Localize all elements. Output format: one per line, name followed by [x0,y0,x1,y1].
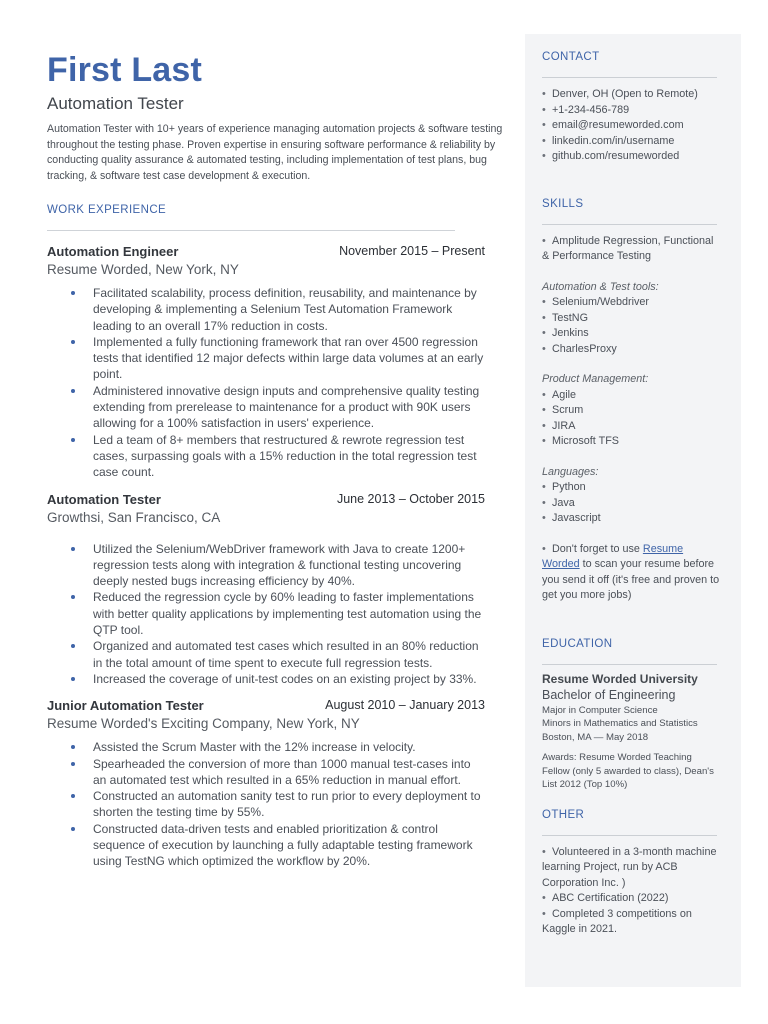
skill-list [542,388,722,450]
education-detail: Minors in Mathematics and Statistics [542,718,698,729]
bullet-text: Administered innovative design inputs and comprehensive quality testing extending from prerelease to maintenance for a product with 90K users allowing for a 100% satisfaction in users' experience. [93,383,480,431]
tip-text-after: to scan your resume before you send it off (it's free and proven to get you more jobs) [542,558,720,601]
job-company: Growthsi, San Francisco, CA [47,509,221,525]
bullet-dot [71,827,75,831]
skill-list [542,295,722,357]
job-entry [47,243,507,481]
bullet-dot [71,291,75,295]
bullet-dot [71,762,75,766]
list-item [542,388,722,404]
candidate-name: First Last [47,51,203,89]
bullet-icon: • [542,88,546,100]
job-role: Automation Tester [47,491,161,507]
divider [542,77,717,78]
skill-list [542,480,722,527]
job-header [47,697,485,714]
list-item [542,434,722,450]
education-detail: Major in Computer Science [542,704,658,716]
awards: Awards: Resume Worded Teaching Fellow (only 5 awarded to class), Dean's List 2012 (Top 10%) [542,752,714,790]
list-item [542,311,722,327]
list-item [47,383,485,432]
list-item [47,671,485,687]
list-item [47,334,485,383]
skill-category-label: Product Management: [542,373,649,385]
bullet-text: Constructed an automation sanity test to run prior to every deployment to shorten the testing time by 55%. [93,789,481,820]
list-item [542,511,722,527]
list-item [542,295,722,311]
bullet-icon: • [542,496,546,509]
job-header [47,491,485,508]
bullet-icon: • [542,892,546,904]
sidebar [525,34,741,987]
list-item [542,907,722,938]
job-list [47,243,507,870]
section-heading-contact: CONTACT [542,51,600,63]
skill-item: Jenkins [552,327,589,339]
bullet-text: Implemented a fully functioning framework that ran over 4500 regression tests that identified 12 major defects within large data volumes at an early point. [93,334,484,382]
job-dates: November 2015 – Present [339,244,485,258]
list-item [47,756,485,789]
bullet-text: Constructed data-driven tests and enabled prioritization & control sequence of execution by launching a fully adaptable testing framework using TestNG which optimized the workflow by 20%. [93,821,473,869]
skill-item: Javascript [552,512,601,524]
skills-top-list [542,234,722,265]
job-dates: August 2010 – January 2013 [325,698,485,713]
skill-item: Selenium/Webdriver [552,296,650,308]
skill-groups [542,280,722,527]
divider [47,230,455,231]
bullet-dot [71,745,75,749]
list-item [47,541,485,590]
achievement-list [47,541,507,688]
bullet-dot [71,677,75,681]
section-heading-skills: SKILLS [542,197,584,210]
bullet-icon: • [542,435,546,447]
summary: Automation Tester with 10+ years of experience managing automation projects & software testing throughout the testing phase. Proven expertise in ensuring software performance & reliability by conducting quality assurance & automated testing, including implementation of test plans, bug tracking, & software test case development & execution. [47,123,503,182]
skill-item: Amplitude Regression, Functional & Performance Testing [542,234,714,262]
list-item [542,342,722,358]
skill-item: JIRA [552,419,576,432]
skill-category-label: Automation & Test tools: [542,280,659,293]
list-item [542,419,722,435]
list-item [47,821,485,870]
bullet-text: Facilitated scalability, process definition, reusability, and maintenance by developing & implementing a Selenium Test Automation Framework leading to an overall 17% reduction in costs. [93,286,477,333]
list-item [47,638,485,671]
skill-item: Agile [552,388,577,401]
contact-item: linkedin.com/in/username [552,134,675,147]
bullet-text: Organized and automated test cases which resulted in an 80% reduction in the total amount of time spent to execute full regression tests. [93,639,479,670]
resume-worded-link[interactable]: Resume Worded [542,542,684,570]
bullet-icon: • [542,342,546,355]
bullet-icon: • [542,119,546,131]
bullet-icon: • [542,296,546,308]
job-entry [47,697,507,869]
bullet-icon: • [542,481,546,493]
list-item: • Amplitude Regression, Functional & Performance Testing [542,234,714,262]
job-role: Automation Engineer [47,244,179,259]
bullet-icon: • [542,512,546,524]
resume-tip: • Don't forget to use Resume Worded to scan your resume before you send it off (it's free and proven to get you more jobs) [542,542,720,601]
job-company: Resume Worded, New York, NY [47,262,239,277]
bullet-text: Led a team of 8+ members that restructured & rewrote regression test cases, surpassing goals with a 15% reduction in the total regression test case count. [93,432,477,480]
list-item [542,496,722,512]
list-item [542,149,722,165]
achievement-list [47,285,507,481]
contact-item: Denver, OH (Open to Remote) [552,88,698,100]
bullet-dot [71,389,75,393]
bullet-dot [71,595,75,599]
school-name: Resume Worded University [542,671,698,686]
list-item [47,432,485,481]
section-heading-experience: WORK EXPERIENCE [47,204,167,216]
bullet-text: Spearheaded the conversion of more than 1000 manual test-cases into an automated test which resulted in a 65% reduction in manual effort. [93,756,471,787]
degree: Bachelor of Engineering [542,687,676,702]
bullet-icon: • [542,907,546,920]
skill-item: Scrum [552,404,584,416]
skill-item: Python [552,481,586,493]
divider [542,664,717,665]
list-item [542,87,722,103]
list-item [47,788,485,821]
list-item [47,285,485,334]
bullet-icon: • [542,103,546,116]
bullet-dot [71,644,75,648]
list-item [542,134,722,150]
skill-item: CharlesProxy [552,342,617,355]
bullet-text: Increased the coverage of unit-test codes on an existing project by 33%. [93,671,477,686]
list-item [542,103,722,119]
divider [542,224,717,225]
bullet-dot [71,794,75,798]
list-item [542,891,722,907]
section-heading-education: EDUCATION [542,637,613,650]
contact-item: github.com/resumeworded [552,150,680,162]
section-heading-other: OTHER [542,808,585,821]
bullet-icon: • [542,404,546,416]
bullet-icon: • [542,388,546,401]
list-item [542,118,722,134]
job-role: Junior Automation Tester [47,698,204,714]
skill-item: Microsoft TFS [552,435,619,447]
skill-item: TestNG [552,311,588,324]
list-item [542,480,722,496]
bullet-icon: • [542,327,546,339]
contact-item: email@resumeworded.com [552,119,684,131]
list-item [542,845,722,892]
other-item: Volunteered in a 3-month machine learning Project, run by ACB Corporation Inc. ) [542,845,717,889]
bullet-text: Reduced the regression cycle by 60% leading to faster implementations with better quality applications by implementing test automation using the QTP tool. [93,590,482,638]
list-item [47,739,485,755]
tip-text-before: Don't forget to use [552,542,643,555]
list-item [542,403,722,419]
skill-item: Java [552,496,575,509]
contact-list [542,87,722,165]
bullet-text: Utilized the Selenium/WebDriver framework with Java to create 1200+ regression tests along with integration & functional testing uncovering deeply nested bugs increasing efficiency by 40%. [93,541,466,589]
bullet-icon: • [542,311,546,324]
bullet-icon: • [542,845,546,858]
bullet-dot [71,438,75,442]
other-item: ABC Certification (2022) [552,892,669,904]
bullet-icon: • [542,134,546,147]
bullet-icon: • [542,150,546,162]
other-item: Completed 3 competitions on Kaggle in 2021. [542,907,692,935]
bullet-dot [71,547,75,551]
contact-item: +1-234-456-789 [552,103,630,116]
bullet-dot [71,340,75,344]
job-title: Automation Tester [47,94,184,113]
bullet-text: Assisted the Scrum Master with the 12% increase in velocity. [93,740,416,755]
other-list [542,845,722,938]
job-dates: June 2013 – October 2015 [336,491,485,506]
job-company: Resume Worded's Exciting Company, New York, NY [47,716,360,732]
bullet-icon: • [542,419,546,432]
divider [542,835,717,836]
job-header [47,243,485,260]
skill-category-label: Languages: [542,465,599,478]
achievement-list [47,739,507,869]
list-item [542,326,722,342]
education-details [542,704,722,745]
main-column [47,50,507,870]
list-item [47,589,485,638]
education-detail: Boston, MA — May 2018 [542,731,649,743]
job-entry [47,491,507,688]
